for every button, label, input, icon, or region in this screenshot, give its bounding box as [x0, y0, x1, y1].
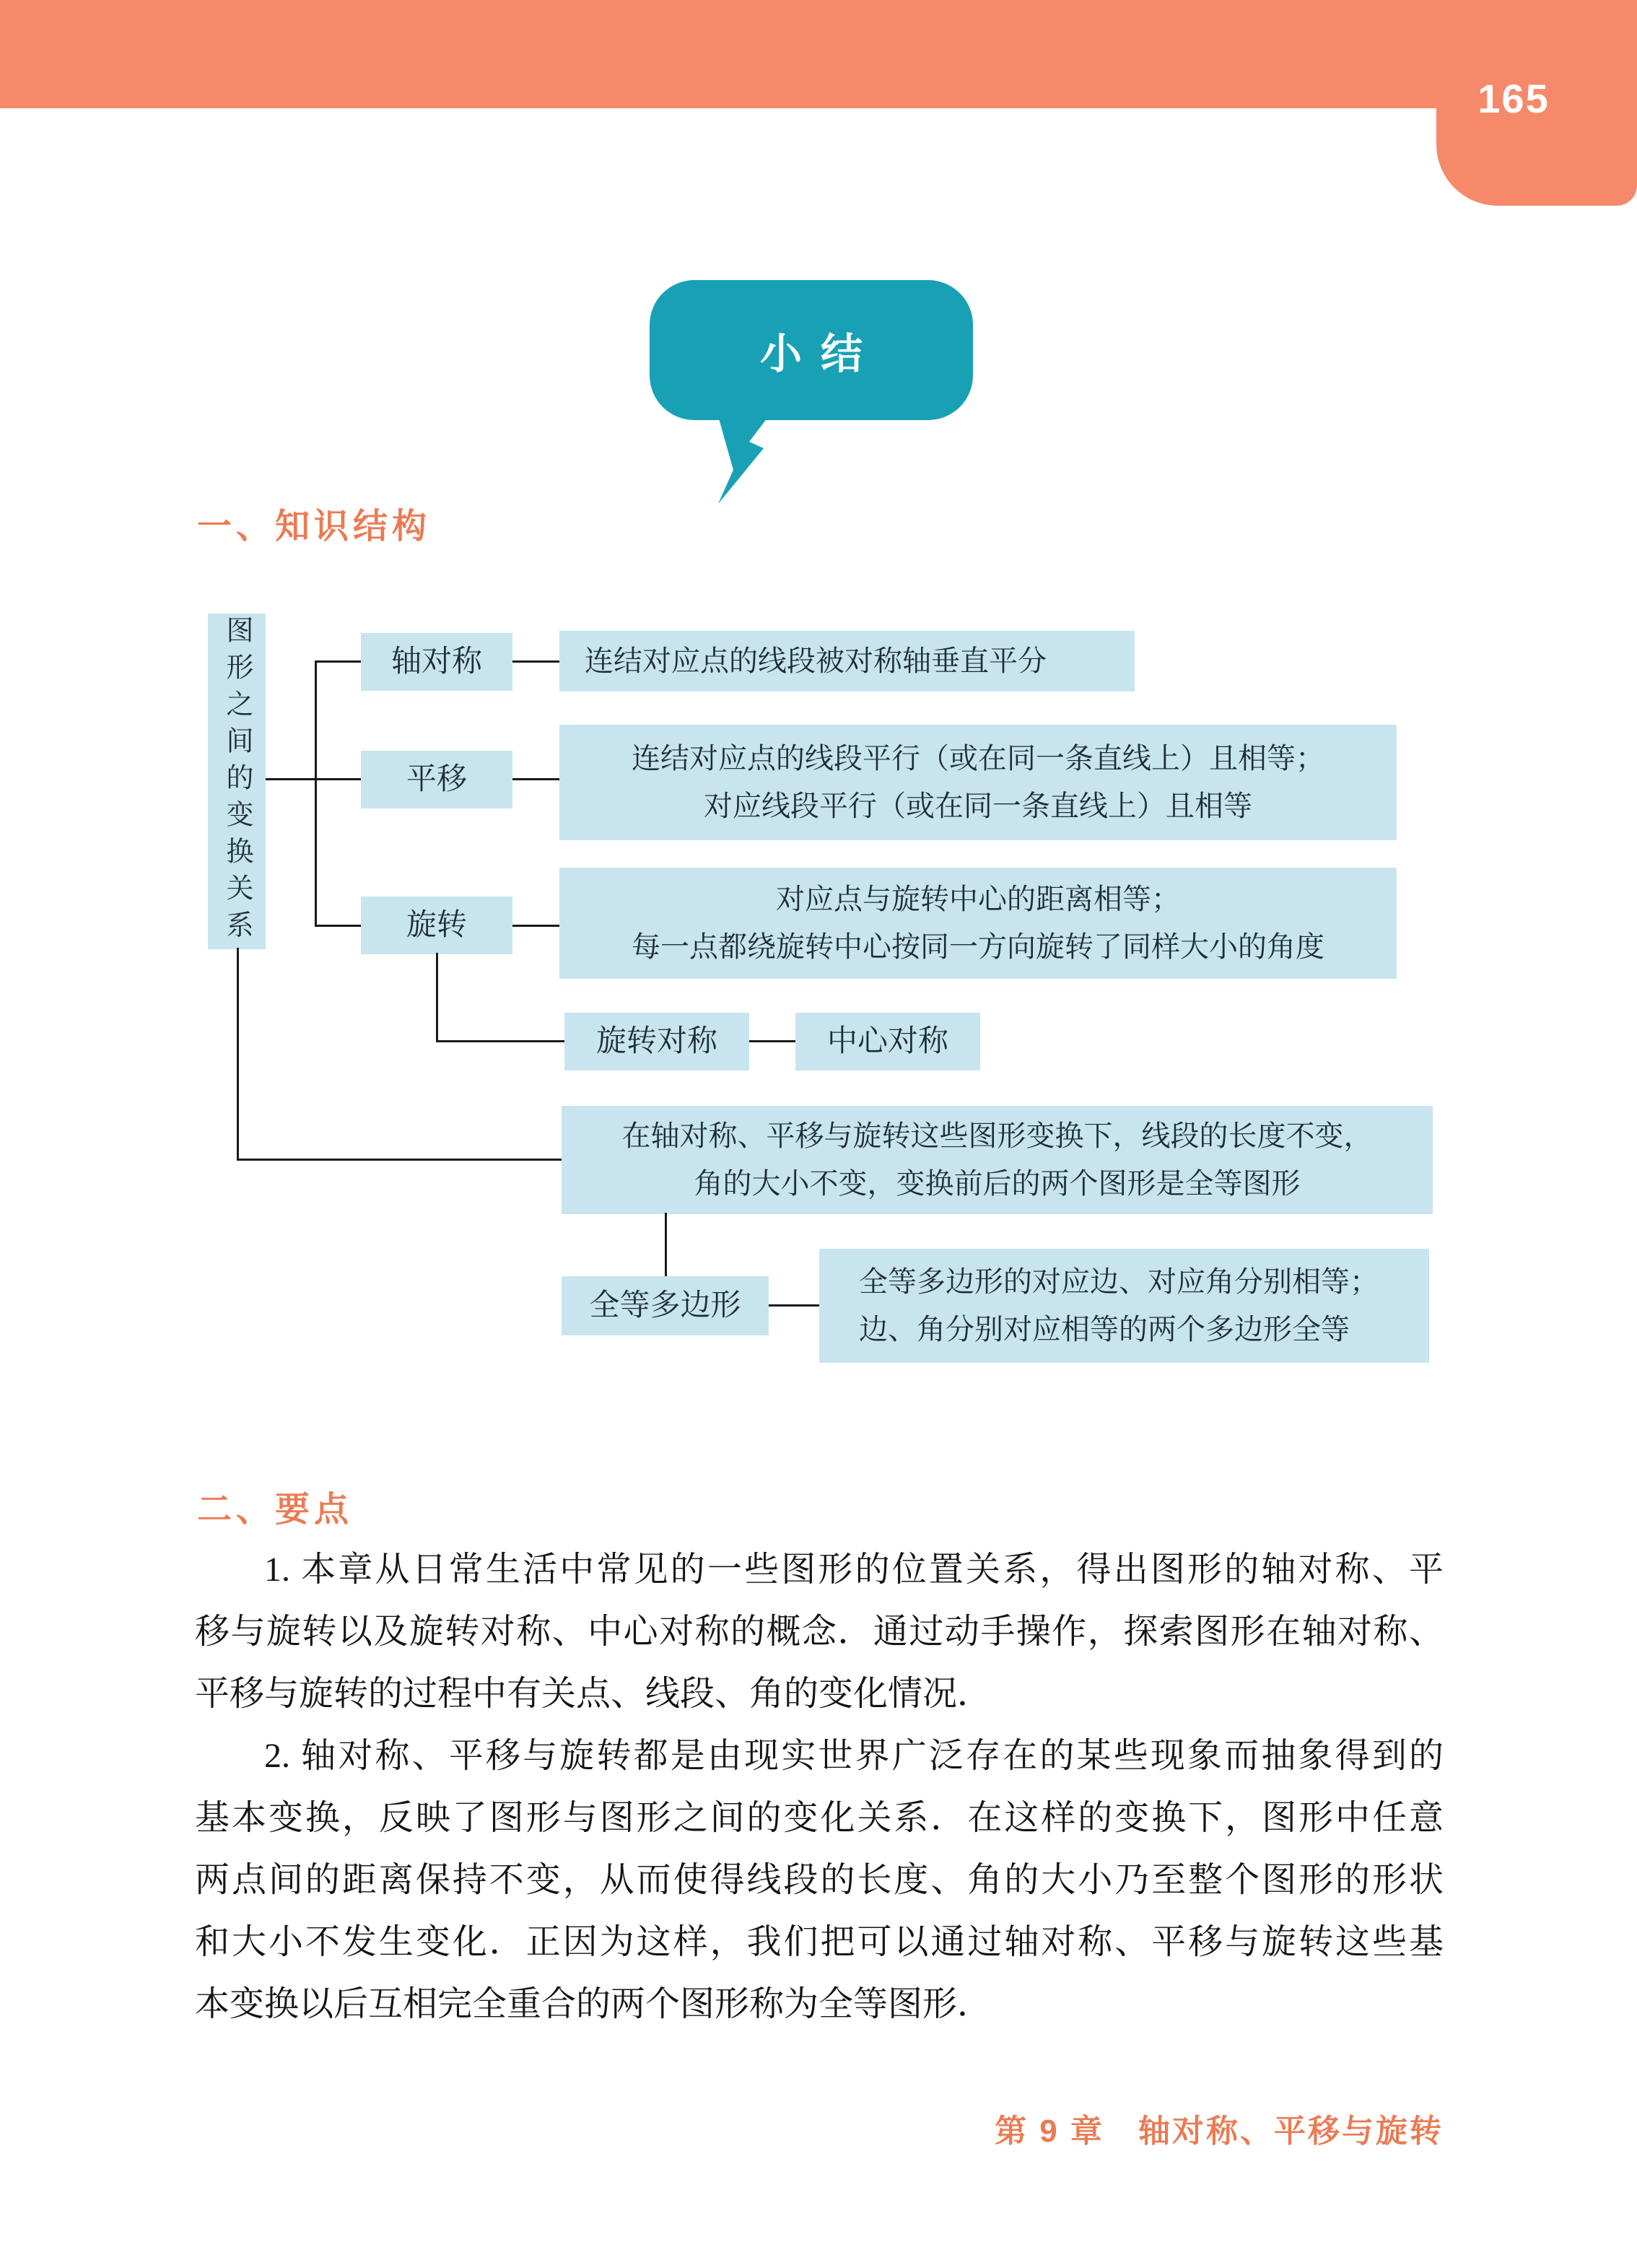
body-line: 2. 轴对称、平移与旋转都是由现实世界广泛存在的某些现象而抽象得到的	[264, 1737, 1444, 1775]
desc-translation: 连结对应点的线段平行（或在同一条直线上）且相等； 对应线段平行（或在同一条直线上）且相等	[559, 725, 1397, 840]
connector-line	[512, 778, 559, 780]
summary-box: 在轴对称、平移与旋转这些图形变换下，线段的长度不变， 角的大小不变，变换前后的两个图形是全等图形	[562, 1106, 1433, 1214]
desc-congruent-polygons: 全等多边形的对应边、对应角分别相等； 边、角分别对应相等的两个多边形全等	[819, 1249, 1429, 1363]
speech-bubble-tail-icon	[689, 409, 798, 513]
body-line: 平移与旋转的过程中有关点、线段、角的变化情况．	[195, 1675, 992, 1713]
node-axial-symmetry: 轴对称	[361, 633, 512, 691]
connector-line	[512, 925, 559, 927]
page-header-bar	[0, 0, 1637, 108]
connector-line	[315, 660, 317, 927]
connector-line	[436, 1040, 564, 1042]
connector-line	[237, 948, 239, 1161]
body-line: 和大小不发生变化．正因为这样，我们把可以通过轴对称、平移与旋转这些基	[195, 1923, 1444, 1961]
chapter-footer: 第 9 章 轴对称、平移与旋转	[995, 2114, 1444, 2149]
node-central-symmetry: 中心对称	[795, 1013, 980, 1070]
connector-line	[665, 1213, 667, 1276]
page-number: 165	[1477, 76, 1550, 121]
body-line: 1. 本章从日常生活中常见的一些图形的位置关系，得出图形的轴对称、平	[264, 1550, 1444, 1589]
diagram-root-node: 图形之间的变换关系	[208, 614, 266, 949]
summary-bubble	[650, 280, 973, 420]
connector-line	[237, 1159, 562, 1161]
body-line: 两点间的距离保持不变，从而使得线段的长度、角的大小乃至整个图形的形状	[195, 1861, 1444, 1899]
connector-line	[315, 660, 361, 663]
summary-bubble-title: 小结	[759, 331, 881, 378]
node-rotational-symmetry: 旋转对称	[564, 1013, 749, 1070]
desc-rotation: 对应点与旋转中心的距离相等； 每一点都绕旋转中心按同一方向旋转了同样大小的角度	[559, 868, 1397, 979]
section-1-heading: 一、知识结构	[197, 507, 432, 546]
node-congruent-polygons: 全等多边形	[562, 1276, 769, 1335]
connector-line	[436, 953, 438, 1042]
connector-line	[749, 1040, 795, 1042]
keypoints-text	[195, 1539, 1444, 2036]
body-line: 基本变换，反映了图形与图形之间的变化关系．在这样的变换下，图形中任意	[195, 1799, 1444, 1837]
connector-line	[315, 778, 361, 780]
node-rotation: 旋转	[361, 897, 512, 954]
keypoints-paragraph-2	[195, 1725, 1444, 2036]
connector-line	[769, 1304, 819, 1307]
connector-line	[315, 925, 361, 927]
connector-line	[266, 778, 315, 780]
body-line: 本变换以后互相完全重合的两个图形称为全等图形．	[195, 1985, 992, 2023]
connector-line	[512, 660, 559, 663]
keypoints-paragraph-1	[195, 1539, 1444, 1725]
section-2-heading: 二、要点	[197, 1491, 354, 1529]
body-line: 移与旋转以及旋转对称、中心对称的概念．通过动手操作，探索图形在轴对称、	[195, 1613, 1444, 1651]
node-translation: 平移	[361, 751, 512, 808]
desc-axial-symmetry: 连结对应点的线段被对称轴垂直平分	[559, 631, 1135, 692]
